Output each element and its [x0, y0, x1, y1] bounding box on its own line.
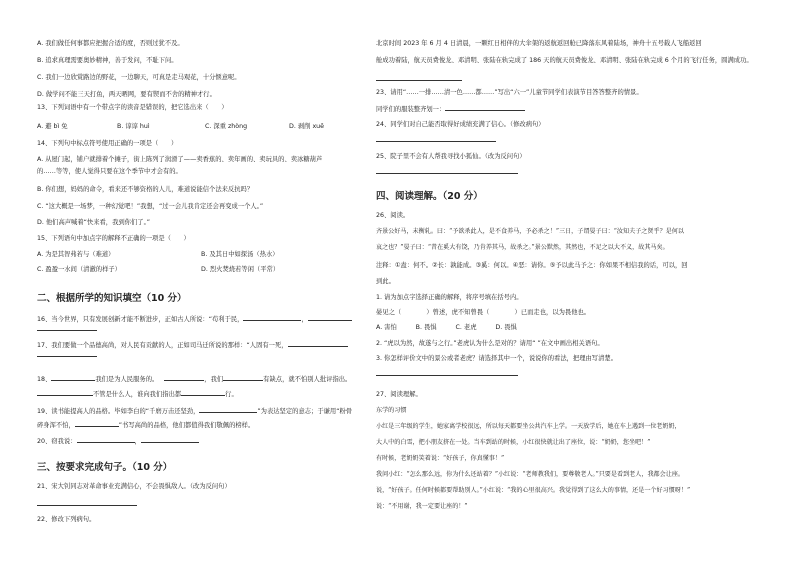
q19-line-2: [37, 420, 254, 430]
q12-option-b: B. 追求真理需要奥妙精神，善于发问，不耻下问。: [37, 57, 178, 64]
q17-text: 17、我们要做一个品德高尚，对人民有贡献的人，正如司马迁所说的那样：“人固有一死，: [37, 342, 288, 349]
classical-text-line-2: 哀之也？”晏子曰：“昔在奚大有饶，乃肯养其马，故杀之。”景公默然，其然也，不足之以大不义，故其马矣。: [376, 244, 669, 251]
q13-stem: 13、下列词语中有一个带点字的读音是错误的，把它选出来（ ）: [37, 104, 228, 111]
story-title: 东学的习惯: [376, 407, 407, 414]
annotation-line-2: 到此。: [376, 278, 395, 285]
story-line-5: 说，“好孩子。任何时候都要帮助别人。”小红说：“我的心里很高兴。我觉得到了这么大的事情，还是一个好习惯呀！”: [376, 487, 691, 494]
q12-option-c: C. 我们一边欣赏路边的野花，一边聊天，可真是走马观花，十分惬意呢。: [37, 74, 241, 81]
q18-line-2: [37, 389, 238, 399]
q19-text-1: 19、读书能提高人的品格。毕如李白的“千磨万击还坚劲，: [37, 408, 200, 415]
q15-row1: [37, 251, 372, 259]
story-line-2: 大人中的白雪，把小朋友挤在一处。当车到站的时候，小红很快就让出了座位，说：“奶奶，您坐吧！”: [376, 439, 651, 446]
q26-sub3-answer-line[interactable]: [376, 375, 518, 376]
q18-label: 18、: [37, 376, 52, 383]
q15-option-c: C. 盈盈一水间（清澈的样子）: [37, 266, 121, 273]
q16: [37, 314, 352, 324]
story-line-1: 小红是三年级的学生，她家离学校很远，所以每天都要坐公共汽车上学。一天放学后，她在车上遇到一位老奶奶，: [376, 423, 681, 430]
q16-blank-1[interactable]: [243, 314, 301, 321]
q21-answer-line[interactable]: [37, 505, 137, 506]
q18-blank-5[interactable]: [181, 389, 225, 396]
q18-blank-2[interactable]: [164, 374, 204, 381]
q18-text-4: 不管是什么人，谁向我们指出都: [93, 391, 182, 398]
q26-sub1: 1. 请为加点字选择正确的解释，将序号填在括号内。: [376, 294, 523, 301]
q15-option-d: D. 烈火焚烧若等闲（平常）: [201, 266, 280, 273]
q26-sub1-items: 晏见之（ ）曾述，虎不知曾畏（ ）已而走也，以为畏他也。: [376, 309, 591, 316]
section-2-title: 二、根据所学的知识填空（10 分）: [37, 293, 187, 304]
q15-option-b: B. 及其日中如探汤（热水）: [201, 251, 279, 258]
annotation-line-1: 注释：①盍：何不。②长：孰能成。③奚：何以。④恶：请你。⑤予以此马予之：你如果不相信我的话，可以，回: [376, 262, 688, 269]
q20-blank-2[interactable]: [141, 436, 199, 443]
q14-option-a-cont: 的……等等，使人觉得只要在这个季节中才会有的。: [37, 168, 182, 175]
q14-option-c: C. “这大概是一场梦，一种幻觉吧！”我想，“过一会儿我肯定还会再变成一个人。”: [37, 203, 264, 210]
q13-option-a: A. 避 bì 免: [37, 123, 68, 130]
q17-blank-2[interactable]: [37, 356, 97, 357]
q18-text-1: 我们是为人民服务的。: [95, 376, 159, 383]
q20: 20、窃我说： ，: [37, 436, 199, 446]
story-line-3: 有时候，老奶奶笑着说：“好孩子，你真懂事！”: [376, 455, 505, 462]
q13-option-c: C. 深重 zhòng: [205, 123, 248, 130]
q14-option-d: D. 他们高声喊着“快来看，我到你们了。”: [37, 219, 150, 226]
q18-blank-4[interactable]: [37, 389, 93, 396]
q24-answer-line[interactable]: [376, 141, 496, 142]
q19: [37, 406, 352, 416]
q22: 22、修改下列病句。: [37, 516, 96, 523]
q19-text-3: 碎身浑不怕，: [37, 422, 75, 429]
q16-blank-2[interactable]: [308, 314, 352, 321]
q25: 25、院子里不会有人帮我寻找小狐仙。（改为反问句）: [376, 153, 526, 160]
q24: 24、同学们对自己能否取得好成绩充满了信心。（修改病句）: [376, 121, 545, 128]
q18-blank-1[interactable]: [51, 374, 95, 381]
story-line-4: 我问小红：“怎么那么远，你为什么还站着？”小红说：“老师教我们，要尊敬老人。”只要是看到老人，我都会让座。: [376, 471, 685, 478]
q21: 21、宋大钊同志对革命事业充满信心，不会畏惧敌人。（改为反问句）: [37, 483, 231, 490]
q13-option-b: B. 谆谆 huì: [117, 123, 150, 130]
q19-text-4: ”书写高尚的品格，他们都值得我们敬佩的榜样。: [118, 422, 255, 429]
q15-stem: 15、下列语句中加点字的解释不正确的一项是（ ）: [37, 235, 190, 242]
section-4-title: 四、阅读理解。（20 分）: [376, 191, 483, 202]
q18-text-5: 行。: [225, 391, 238, 398]
q20-text: 20、窃我说：: [37, 438, 77, 445]
q23: 23、请用“……一排……清一色……都……”写出“六一”儿童节同学们表演节目答答整齐的情景。: [376, 89, 643, 96]
q26-sub3: 3. 你怎样评价文中的景公或者老虎？请选择其中一个，说说你的看法，把理由写清楚。: [376, 355, 617, 362]
q19-text-2: ”为表达坚定的意志；于谦用“粉骨: [257, 408, 353, 415]
q26: 26、阅读。: [376, 212, 410, 219]
q23-answer: [376, 104, 525, 114]
q16-comma: ，: [301, 316, 308, 323]
q16-blank-3[interactable]: [37, 330, 97, 331]
q16-text: 16、当今世界，只有发展创新才能不断进步，正如古人所说：“苟利于民，: [37, 316, 244, 323]
q15-option-a: A. 为是其智弗若与（难道）: [37, 251, 115, 258]
q26-sub1-options: A. 害怕 B. 畏惧 C. 老虎 D. 畏惧: [376, 324, 517, 331]
q18-text-2: ，我们: [204, 376, 224, 383]
q17: [37, 340, 348, 350]
q23-lead: 同学们的服装整齐划一：: [376, 106, 446, 113]
reading-intro-line-1: 北京时间 2023 年 6 月 4 日清晨，一颗红日相伴的大伞架的返航返回舱已降落东风着陆场，神舟十五号载人飞船返回: [376, 40, 702, 47]
q13-option-d: D. 剥削 xuē: [289, 123, 325, 130]
q14-option-b: B. 你们想，妈妈的命令，看来还不够资格的人儿，难道说能信个法来反抗吗？: [37, 186, 254, 193]
q14-stem: 14、下列句中标点符号使用正确的一项是（ ）: [37, 140, 178, 147]
q12-option-a: A. 我们做任何事都应把握合适的度，否则过犹不及。: [37, 40, 184, 47]
q18: [37, 374, 351, 384]
reading-intro-line-2: 舱成功着陆，航天员费俊龙、邓清明、张陆在轨完成了 186 天的航天员费俊龙、邓清明、张陆在轨完成 6 个月的飞行任务，圆满成功。: [376, 57, 753, 64]
q14-option-a: A. 从屋门起，铺户就排着个摊子，街上陈列了润滑了——卖香蕉的、卖年画的、卖玩具的、卖冰糖葫芦: [37, 156, 323, 163]
q23-blank[interactable]: [445, 104, 525, 111]
q18-text-3: 有缺点，就不怕别人批评指出。: [263, 376, 352, 383]
q15-row2: [37, 266, 372, 274]
q22-answer-line[interactable]: [376, 80, 462, 81]
section-3-title: 三、按要求完成句子。（10 分）: [37, 462, 173, 473]
q26-sub2: 2. “虎以为然，故遂与之行。”老虎认为什么是对的？请用“ ”在文中画出相关语句。: [376, 340, 604, 347]
q17-blank-1[interactable]: [288, 340, 348, 347]
q18-blank-3[interactable]: [223, 374, 263, 381]
q19-blank-1[interactable]: [199, 406, 257, 413]
q19-blank-2[interactable]: [75, 420, 119, 427]
story-line-6: 说：“不用谢，我一定要让座的！”: [376, 503, 468, 510]
q27: 27、阅读理解。: [376, 391, 422, 398]
q12-option-d: D. 做学问不能三天打鱼，两天晒网，要有锲而不舍的精神才行。: [37, 91, 216, 98]
q20-blank-1[interactable]: [77, 436, 135, 443]
q25-answer-line[interactable]: [376, 173, 518, 174]
classical-text-line-1: 齐景公好马，未衡轧。曰：“予欲杀此人，是不食养马，予必杀之！”三日，子谓晏子曰：“汝知夫子之贤乎？是何以: [376, 228, 684, 235]
